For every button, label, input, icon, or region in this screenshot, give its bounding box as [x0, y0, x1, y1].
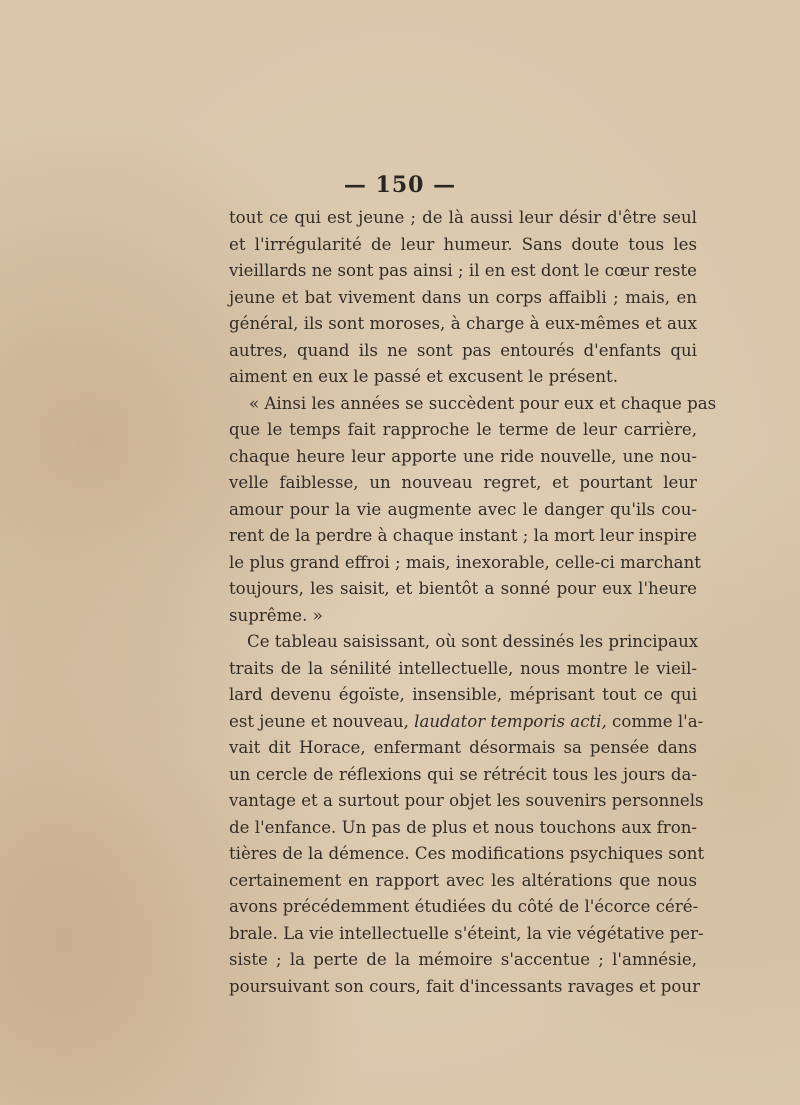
- text-segment: est jeune et nouveau,: [229, 711, 409, 731]
- text-line: suprême. »: [229, 605, 323, 625]
- text-line: poursuivant son cours, fait d'incessants ravages et pour: [229, 976, 701, 996]
- text-line: velle faiblesse, un nouveau regret, et pourtant leur: [229, 473, 697, 492]
- text-line: vait dit Horace, enfermant désormais sa pensée dans: [229, 738, 697, 757]
- text-line: siste ; la perte de la mémoire s'accentue ; l'amnésie,: [229, 950, 697, 969]
- text-segment: comme l'a-: [612, 711, 704, 731]
- text-line: autres, quand ils ne sont pas entourés d'enfants qui: [229, 340, 697, 360]
- text-line: « Ainsi les années se succèdent pour eux et chaque pas: [249, 393, 717, 413]
- text-line: général, ils sont moroses, à charge à eux-mêmes et aux: [229, 314, 697, 333]
- body-text: [229, 205, 717, 1000]
- text-line: le plus grand effroi ; mais, inexorable, celle-ci marchant: [229, 552, 701, 572]
- text-line: certainement en rapport avec les altérations que nous: [229, 870, 697, 890]
- text-line: chaque heure leur apporte une ride nouvelle, une nou-: [229, 446, 697, 466]
- text-line: traits de la sénilité intellectuelle, nous montre le vieil-: [229, 658, 697, 678]
- text-line: vantage et a surtout pour objet les souvenirs personnels: [229, 791, 704, 810]
- text-line: aiment en eux le passé et excusent le présent.: [229, 367, 618, 386]
- text-line: vieillards ne sont pas ainsi ; il en est dont le cœur reste: [229, 261, 697, 280]
- text-line: rent de la perdre à chaque instant ; la mort leur inspire: [229, 526, 697, 545]
- latin-quote: laudator temporis acti,: [414, 711, 607, 731]
- text-line: que le temps fait rapproche le terme de leur carrière,: [229, 420, 697, 439]
- text-line: tières de la démence. Ces modifications psychiques sont: [229, 844, 705, 863]
- page-number: — 150 —: [343, 172, 457, 198]
- text-line: de l'enfance. Un pas de plus et nous touchons aux fron-: [229, 817, 697, 837]
- text-line: jeune et bat vivement dans un corps affaibli ; mais, en: [229, 287, 697, 307]
- text-line: amour pour la vie augmente avec le danger qu'ils cou-: [229, 499, 697, 519]
- text-line: Ce tableau saisissant, où sont dessinés les principaux: [247, 632, 699, 651]
- text-line: lard devenu égoïste, insensible, méprisant tout ce qui: [229, 685, 697, 704]
- text-line: toujours, les saisit, et bientôt a sonné pour eux l'heure: [229, 579, 697, 598]
- text-line: brale. La vie intellectuelle s'éteint, la vie végétative per-: [229, 923, 704, 943]
- text-line: [229, 709, 704, 736]
- text-line: tout ce qui est jeune ; de là aussi leur désir d'être seul: [229, 208, 697, 227]
- text-line: avons précédemment étudiées du côté de l'écorce céré-: [229, 897, 699, 916]
- text-line: et l'irrégularité de leur humeur. Sans doute tous les: [229, 234, 697, 254]
- text-line: un cercle de réflexions qui se rétrécit tous les jours da-: [229, 764, 697, 784]
